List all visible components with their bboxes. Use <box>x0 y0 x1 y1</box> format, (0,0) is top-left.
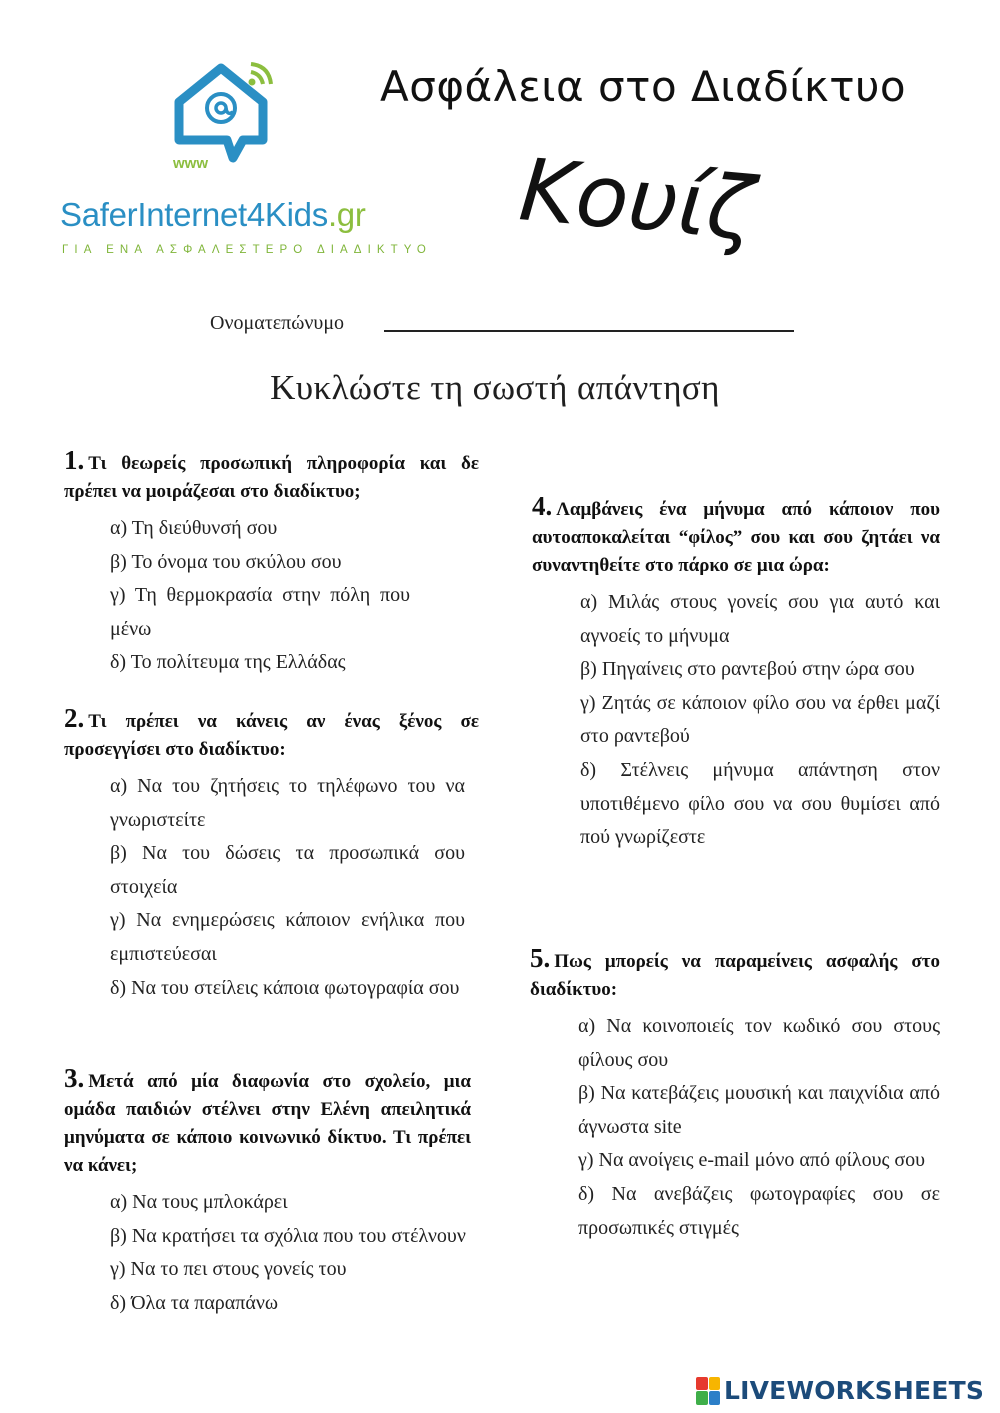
question-number: 2. <box>64 703 85 733</box>
liveworksheets-logo[interactable] <box>696 1376 984 1405</box>
logo-icon <box>165 58 285 173</box>
answer-option[interactable]: α) Να τους μπλοκάρει <box>110 1191 288 1213</box>
instruction-heading: Κυκλώστε τη σωστή απάντηση <box>270 368 720 407</box>
question-text <box>64 446 479 506</box>
question-number: 1. <box>64 445 85 475</box>
question-text <box>530 944 940 1004</box>
question-number: 3. <box>64 1063 85 1093</box>
question-prompt: Μετά από μία διαφωνία στο σχολείο, μια ομάδα παιδιών στέλνει στην Ελένη απειλητικά μηνύματα σε κάποιο κοινωνικό δίκτυο. Τι πρέπει να κάνει; <box>64 1071 471 1176</box>
answer-option[interactable]: α) Να του ζητήσεις το τηλέφωνο του να γνωριστείτε <box>110 775 465 831</box>
badge-cell <box>709 1377 721 1391</box>
answer-option[interactable]: β) Να κρατήσει τα σχόλια που του στέλνουν <box>110 1224 466 1247</box>
question-number: 5. <box>530 943 551 973</box>
badge-cell <box>709 1391 721 1405</box>
logo-tagline: ΓΙΑ ΕΝΑ ΑΣΦΑΛΕΣΤΕΡΟ ΔΙΑΔΙΚΤΥΟ <box>62 244 432 256</box>
answer-option[interactable]: α) Τη διεύθυνσή σου <box>110 517 278 539</box>
answer-option[interactable]: β) Να κατεβάζεις μουσική και παιχνίδια από άγνωστα site <box>578 1082 940 1138</box>
answer-option[interactable]: β) Να του δώσεις τα προσωπικά σου στοιχεία <box>110 842 465 898</box>
safer-internet-house-at-icon <box>165 58 285 173</box>
answer-option[interactable]: δ) Στέλνεις μήνυμα απάντηση στον υποτιθέμενο φίλο σου να σου θυμίσει από πού γνωρίζεστε <box>580 758 940 849</box>
logo-icon-text: www <box>173 155 209 172</box>
badge-cell <box>696 1377 708 1391</box>
question-4 <box>532 492 940 855</box>
logo-brand <box>60 196 366 234</box>
answer-option[interactable]: γ) Να το πει στους γονείς του <box>110 1258 347 1281</box>
question-2 <box>64 704 479 1005</box>
quiz-title: Κουίζ <box>515 140 759 261</box>
question-text <box>532 492 940 580</box>
question-prompt: Τι πρέπει να κάνεις αν ένας ξένος σε προσεγγίσει στο διαδίκτυο: <box>64 711 479 760</box>
question-text <box>64 704 479 764</box>
name-input-line[interactable] <box>384 330 794 332</box>
question-prompt: Λαμβάνεις ένα μήνυμα από κάποιον που αυτοαποκαλείται “φίλος” σου και σου ζητάει να συναντηθείτε στο πάρκο σε μια ώρα: <box>532 499 940 576</box>
question-prompt: Τι θεωρείς προσωπική πληροφορία και δε πρέπει να μοιράζεσαι στο διαδίκτυο; <box>64 453 479 502</box>
question-3 <box>64 1064 471 1320</box>
name-label: Ονοματεπώνυμο <box>210 312 345 334</box>
logo-brand-suffix: .gr <box>327 196 366 233</box>
question-1 <box>64 446 479 680</box>
question-prompt: Πως μπορείς να παραμείνεις ασφαλής στο διαδίκτυο: <box>530 951 940 1000</box>
answer-option[interactable]: δ) Το πολίτευμα της Ελλάδας <box>110 651 346 674</box>
answer-option[interactable]: β) Πηγαίνεις στο ραντεβού στην ώρα σου <box>580 658 915 681</box>
page-title: Ασφάλεια στο Διαδίκτυο <box>380 62 907 111</box>
answer-option[interactable]: δ) Όλα τα παραπάνω <box>110 1291 279 1314</box>
answer-option[interactable]: δ) Να ανεβάζεις φωτογραφίες σου σε προσωπικές στιγμές <box>578 1182 940 1239</box>
answer-option[interactable]: γ) Να ενημερώσεις κάποιον ενήλικα που εμπιστεύεσαι <box>110 909 465 965</box>
liveworksheets-text: LIVEWORKSHEETS <box>724 1376 985 1405</box>
answer-option[interactable]: β) Το όνομα του σκύλου σου <box>110 550 342 573</box>
answer-option[interactable]: γ) Τη θερμοκρασία στην πόλη που μένω <box>110 584 410 640</box>
answer-option[interactable]: γ) Ζητάς σε κάποιον φίλο σου να έρθει μαζί στο ραντεβού <box>580 691 940 748</box>
liveworksheets-badge-icon <box>696 1377 720 1405</box>
logo-brand-main: SaferInternet4Kids <box>60 196 328 233</box>
answer-option[interactable]: γ) Να ανοίγεις e-mail μόνο από φίλους σου <box>578 1149 926 1172</box>
answer-option[interactable]: α) Να κοινοποιείς τον κωδικό σου στους φίλους σου <box>578 1015 940 1071</box>
answer-option[interactable]: α) Μιλάς στους γονείς σου για αυτό και αγνοείς το μήνυμα <box>580 591 940 647</box>
answer-option[interactable]: δ) Να του στείλεις κάποια φωτογραφία σου <box>110 976 460 999</box>
question-5 <box>530 944 940 1245</box>
question-number: 4. <box>532 491 553 521</box>
badge-cell <box>696 1391 708 1405</box>
question-text <box>64 1064 471 1180</box>
